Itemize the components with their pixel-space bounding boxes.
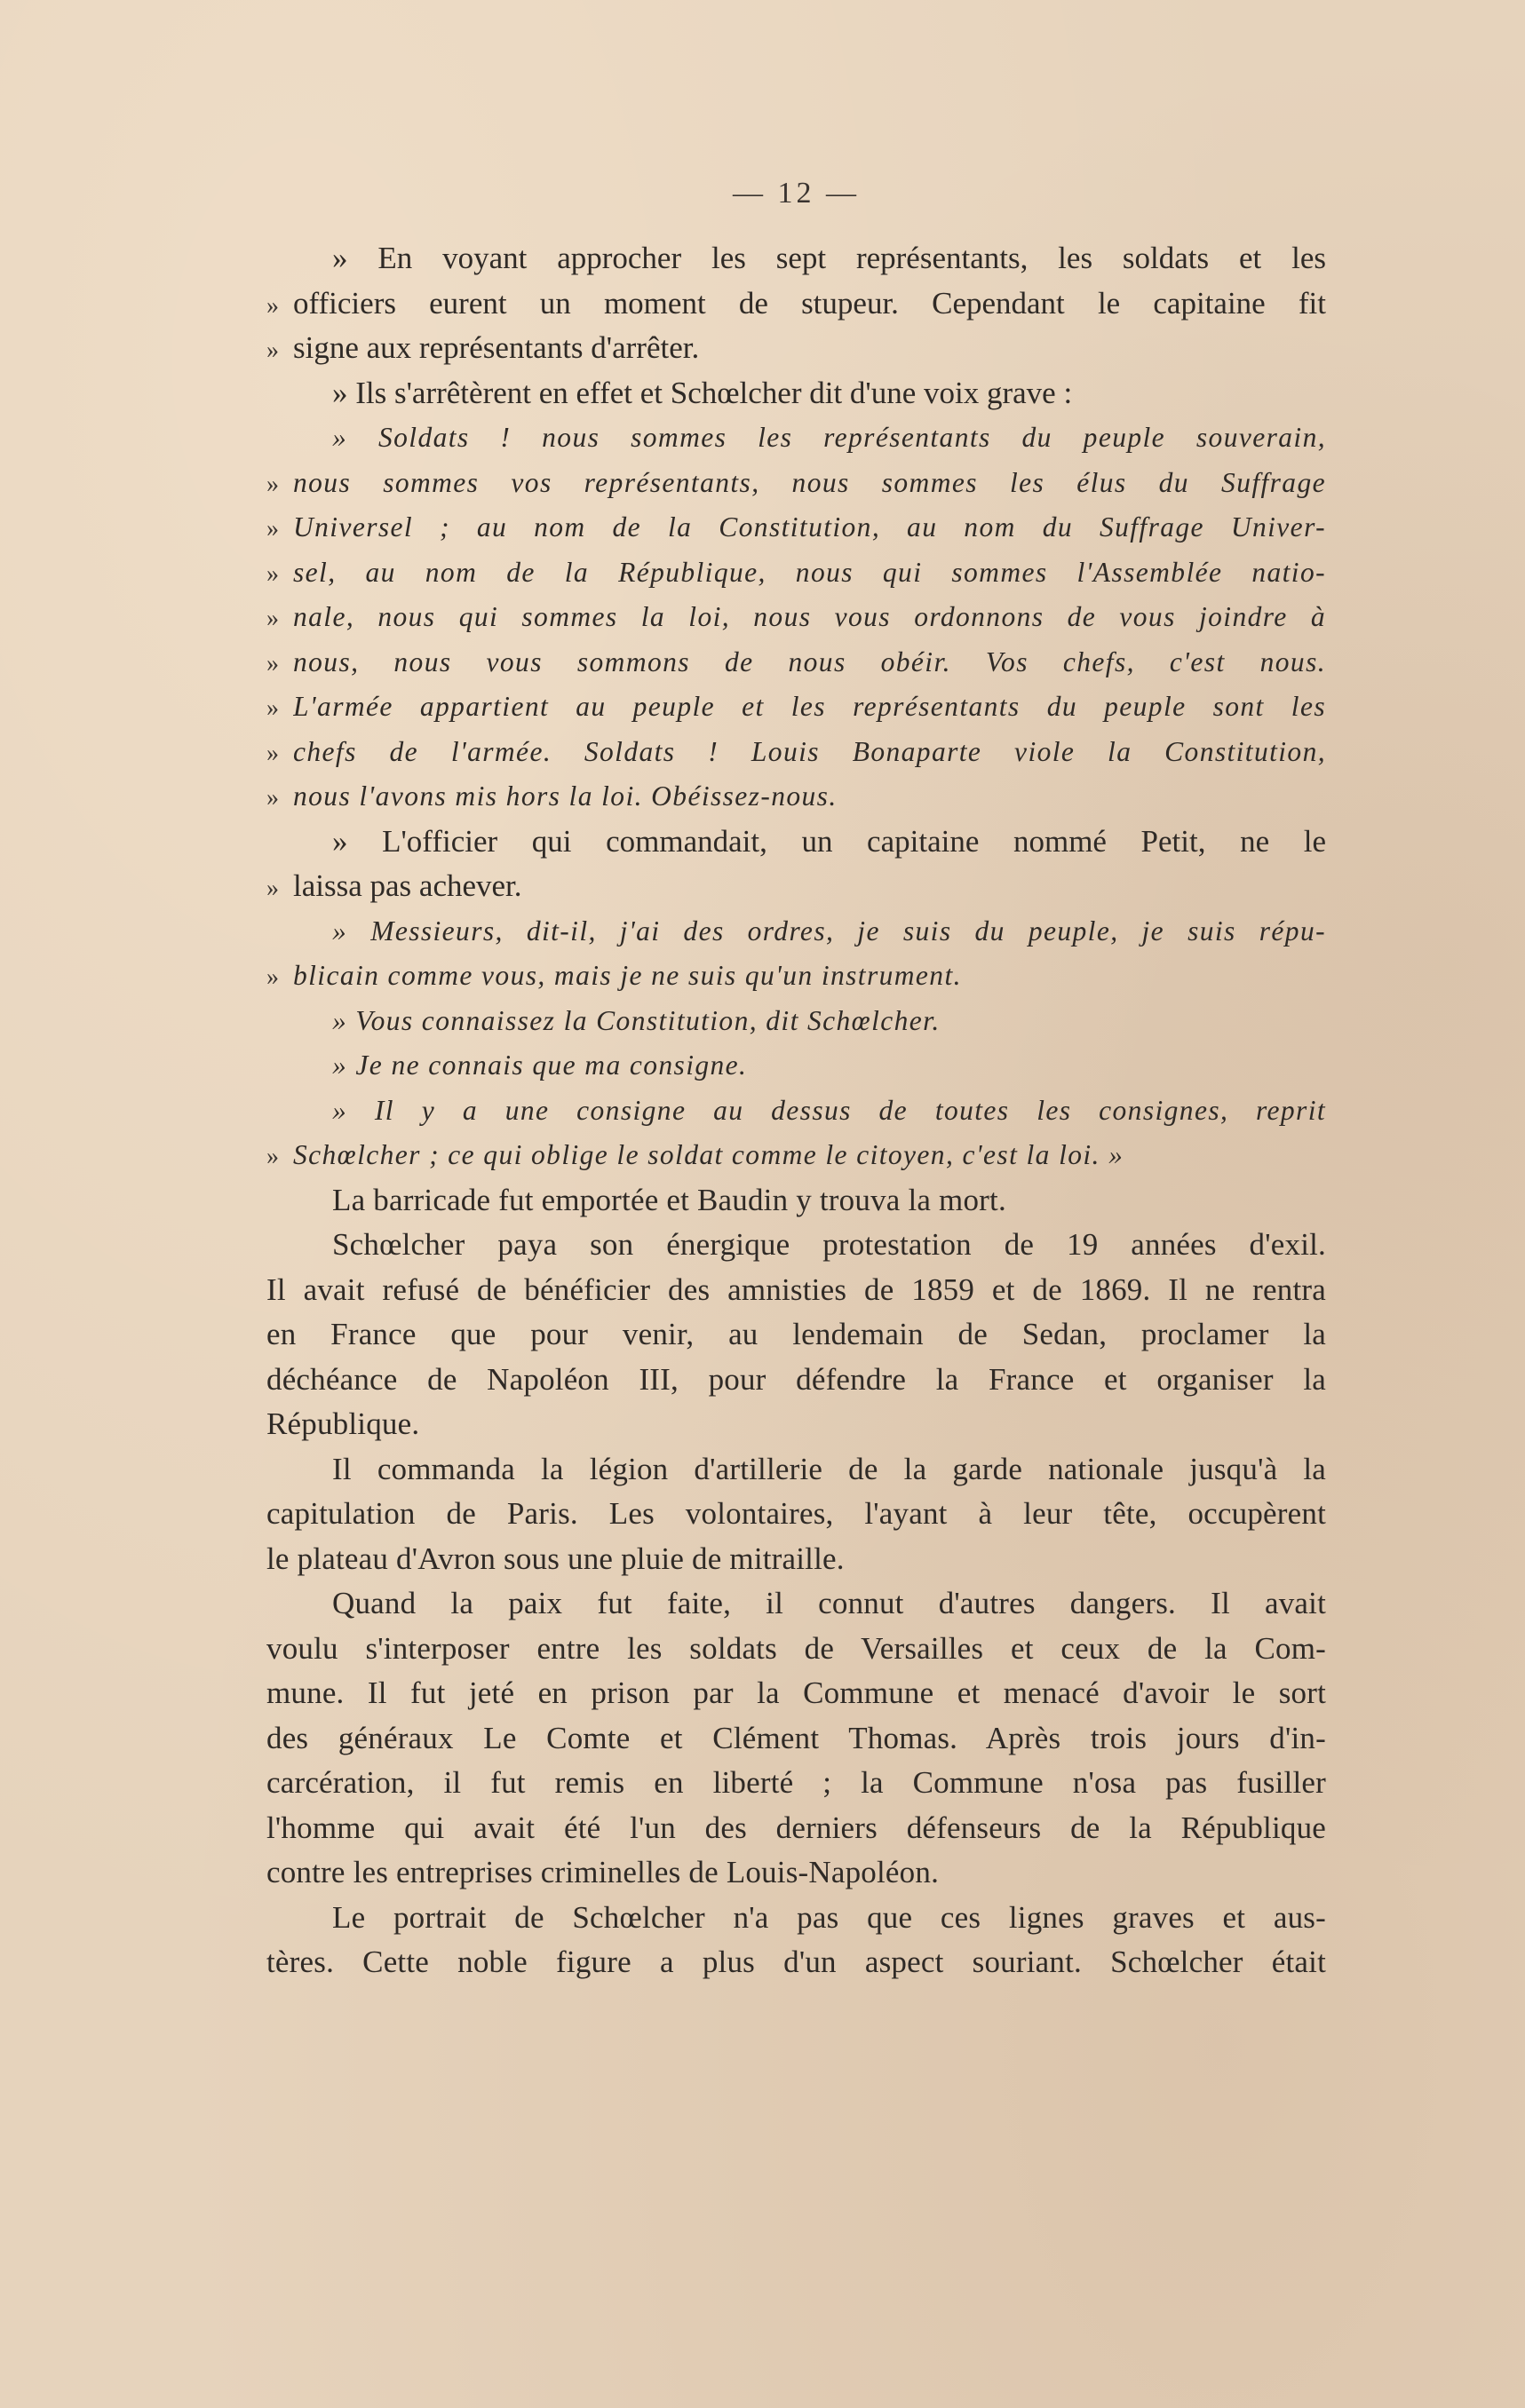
line-text: officiers eurent un moment de stupeur. Cependant le capitaine fit: [293, 285, 1326, 321]
line-text: » Messieurs, dit-il, j'ai des ordres, je suis du peuple, je suis répu-: [332, 915, 1326, 947]
quote-line: [266, 1133, 1326, 1178]
line-text: en France que pour venir, au lendemain de Sedan, proclamer la: [266, 1317, 1326, 1351]
body-line: [266, 1940, 1326, 1985]
quote-line: [266, 1089, 1326, 1134]
line-text: Schœlcher ; ce qui oblige le soldat comme le citoyen, c'est la loi. »: [293, 1139, 1124, 1170]
line-text: carcération, il fut remis en liberté ; la Commune n'osa pas fusiller: [266, 1765, 1326, 1800]
line-text: capitulation de Paris. Les volontaires, l'ayant à leur tête, occupèrent: [266, 1496, 1326, 1531]
line-text: » L'officier qui commandait, un capitaine nommé Petit, ne le: [332, 823, 1326, 859]
line-text: » Ils s'arrêtèrent en effet et Schœlcher dit d'une voix grave :: [332, 375, 1073, 410]
body-line: [266, 1896, 1326, 1941]
line-text: » Je ne connais que ma consigne.: [332, 1050, 748, 1081]
body-line: [266, 1806, 1326, 1851]
quote-line: [266, 1043, 1326, 1089]
line-text: nous sommes vos représentants, nous sommes les élus du Suffrage: [293, 466, 1326, 498]
body-line: [266, 1492, 1326, 1537]
page-number: — 12 —: [733, 177, 860, 210]
quote-line: [266, 371, 1326, 416]
line-text: » Il y a une consigne au dessus de toutes les consignes, reprit: [332, 1094, 1326, 1126]
quote-mark: »: [266, 559, 281, 588]
quote-mark: »: [266, 649, 281, 677]
quote-mark: »: [266, 605, 281, 632]
line-text: voulu s'interposer entre les soldats de Versailles et ceux de la Com-: [266, 1630, 1326, 1666]
body-line: [266, 1402, 1326, 1447]
quote-line: [266, 909, 1326, 954]
line-text: tères. Cette noble figure a plus d'un aspect souriant. Schœlcher était: [266, 1945, 1326, 1979]
body-line: [266, 1627, 1326, 1672]
quote-line: [266, 595, 1326, 640]
quote-line: [266, 416, 1326, 461]
line-text: blicain comme vous, mais je ne suis qu'un instrument.: [293, 960, 962, 991]
quote-mark: »: [266, 291, 279, 320]
line-text: Il avait refusé de bénéficier des amnisties de 1859 et de 1869. Il ne rentra: [266, 1271, 1326, 1307]
quote-line: [266, 864, 1326, 909]
quote-mark: »: [266, 1143, 281, 1170]
body-line: [266, 1850, 1326, 1896]
body-line: [266, 1178, 1326, 1224]
body-line: [266, 1447, 1326, 1493]
line-text: République.: [266, 1406, 420, 1441]
quote-line: [266, 236, 1326, 281]
line-text: » En voyant approcher les sept représentants, les soldats et les: [332, 241, 1326, 275]
quote-line: [266, 685, 1326, 730]
quote-line: [266, 820, 1326, 865]
body-text: [266, 1178, 1326, 1985]
body-line: [266, 1268, 1326, 1313]
body-line: [266, 1358, 1326, 1403]
quote-line: [266, 999, 1326, 1044]
quote-mark: »: [266, 875, 279, 902]
line-text: nous, nous vous sommons de nous obéir. Vos chefs, c'est nous.: [293, 646, 1326, 677]
line-text: Schœlcher paya son énergique protestation de 19 années d'exil.: [332, 1227, 1326, 1262]
line-text: » Soldats ! nous sommes les représentants du peuple souverain,: [332, 422, 1326, 453]
line-text: contre les entreprises criminelles de Louis-Napoléon.: [266, 1855, 940, 1889]
quote-mark: »: [266, 963, 281, 991]
page: [266, 169, 1326, 2317]
quote-line: [266, 730, 1326, 775]
line-text: nale, nous qui sommes la loi, nous vous ordonnons de vous joindre à: [293, 601, 1326, 632]
quote-mark: »: [266, 784, 281, 812]
line-text: La barricade fut emportée et Baudin y trouva la mort.: [332, 1182, 1006, 1217]
line-text: signe aux représentants d'arrêter.: [293, 330, 700, 365]
body-line: [266, 1671, 1326, 1716]
quote-line: [266, 461, 1326, 506]
quote-line: [266, 954, 1326, 999]
line-text: le plateau d'Avron sous une pluie de mitraille.: [266, 1541, 845, 1576]
body-line: [266, 1761, 1326, 1806]
body-line: [266, 1223, 1326, 1268]
line-text: laissa pas achever.: [293, 868, 522, 903]
line-text: » Vous connaissez la Constitution, dit Schœlcher.: [332, 1004, 941, 1036]
quote-line: [266, 505, 1326, 551]
line-text: l'homme qui avait été l'un des derniers défenseurs de la République: [266, 1810, 1326, 1845]
quote-mark: »: [266, 337, 279, 364]
body-line: [266, 1537, 1326, 1582]
quote-mark: »: [266, 739, 281, 767]
body-line: [266, 1312, 1326, 1358]
quote-line: [266, 774, 1326, 820]
line-text: L'armée appartient au peuple et les représentants du peuple sont les: [293, 691, 1326, 722]
line-text: Quand la paix fut faite, il connut d'autres dangers. Il avait: [332, 1586, 1326, 1620]
line-text: Le portrait de Schœlcher n'a pas que ces lignes graves et aus-: [332, 1899, 1326, 1935]
quote-line: [266, 640, 1326, 685]
quote-mark: »: [266, 694, 281, 722]
quote-line: [266, 281, 1326, 327]
line-text: des généraux Le Comte et Clément Thomas. Après trois jours d'in-: [266, 1720, 1326, 1755]
quote-mark: »: [266, 515, 281, 543]
line-text: déchéance de Napoléon III, pour défendre la France et organiser la: [266, 1361, 1326, 1397]
line-text: chefs de l'armée. Soldats ! Louis Bonaparte viole la Constitution,: [293, 735, 1326, 767]
quote-line: [266, 551, 1326, 596]
line-text: nous l'avons mis hors la loi. Obéissez-nous.: [293, 780, 838, 812]
quote-mark: »: [266, 470, 281, 498]
line-text: sel, au nom de la République, nous qui sommes l'Assemblée natio-: [293, 556, 1326, 588]
quote-line: [266, 326, 1326, 371]
line-text: Il commanda la légion d'artillerie de la garde nationale jusqu'à la: [332, 1451, 1326, 1486]
body-line: [266, 1581, 1326, 1627]
line-text: Universel ; au nom de la Constitution, au nom du Suffrage Univer-: [293, 511, 1326, 543]
quoted-dialogue: [266, 236, 1326, 1178]
body-line: [266, 1716, 1326, 1762]
line-text: mune. Il fut jeté en prison par la Commune et menacé d'avoir le sort: [266, 1675, 1326, 1710]
